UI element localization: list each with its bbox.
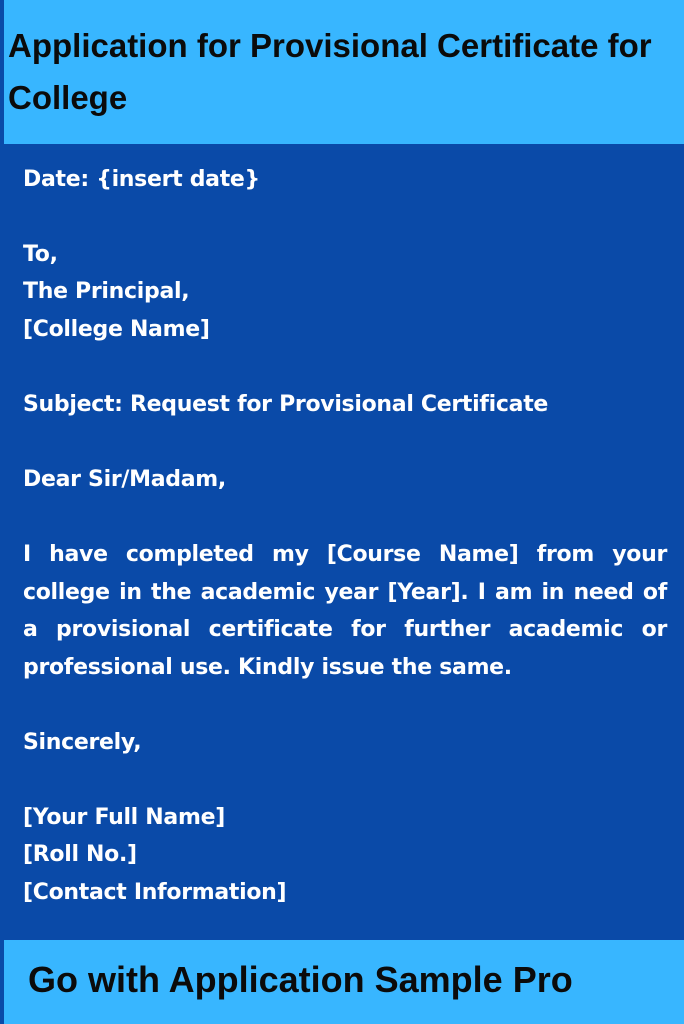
letter-date: Date: {insert date}: [23, 167, 260, 192]
letter-contact-info: [Contact Information]: [23, 880, 287, 905]
letter-college: [College Name]: [23, 317, 210, 342]
letter-body-paragraph: I have completed my [Course Name] from your college in the academic year [Year]. I am in need of a provisional certificate for further academic or professional use. Kindly issue the same.: [23, 542, 667, 680]
footer-text: Go with Application Sample Pro: [28, 959, 573, 1000]
letter-subject: Subject: Request for Provisional Certificate: [23, 392, 549, 417]
letter-closing: Sincerely,: [23, 730, 142, 755]
footer-banner: [0, 940, 684, 1024]
letter-salutation: Dear Sir/Madam,: [23, 467, 226, 492]
letter-roll-number: [Roll No.]: [23, 842, 137, 867]
letter-signature-name: [Your Full Name]: [23, 805, 225, 830]
letter-body: [0, 144, 684, 940]
page-title: Application for Provisional Certificate for College: [8, 27, 652, 116]
header-banner: [0, 0, 684, 144]
letter-to: To,: [23, 242, 58, 267]
letter-recipient: The Principal,: [23, 279, 190, 304]
